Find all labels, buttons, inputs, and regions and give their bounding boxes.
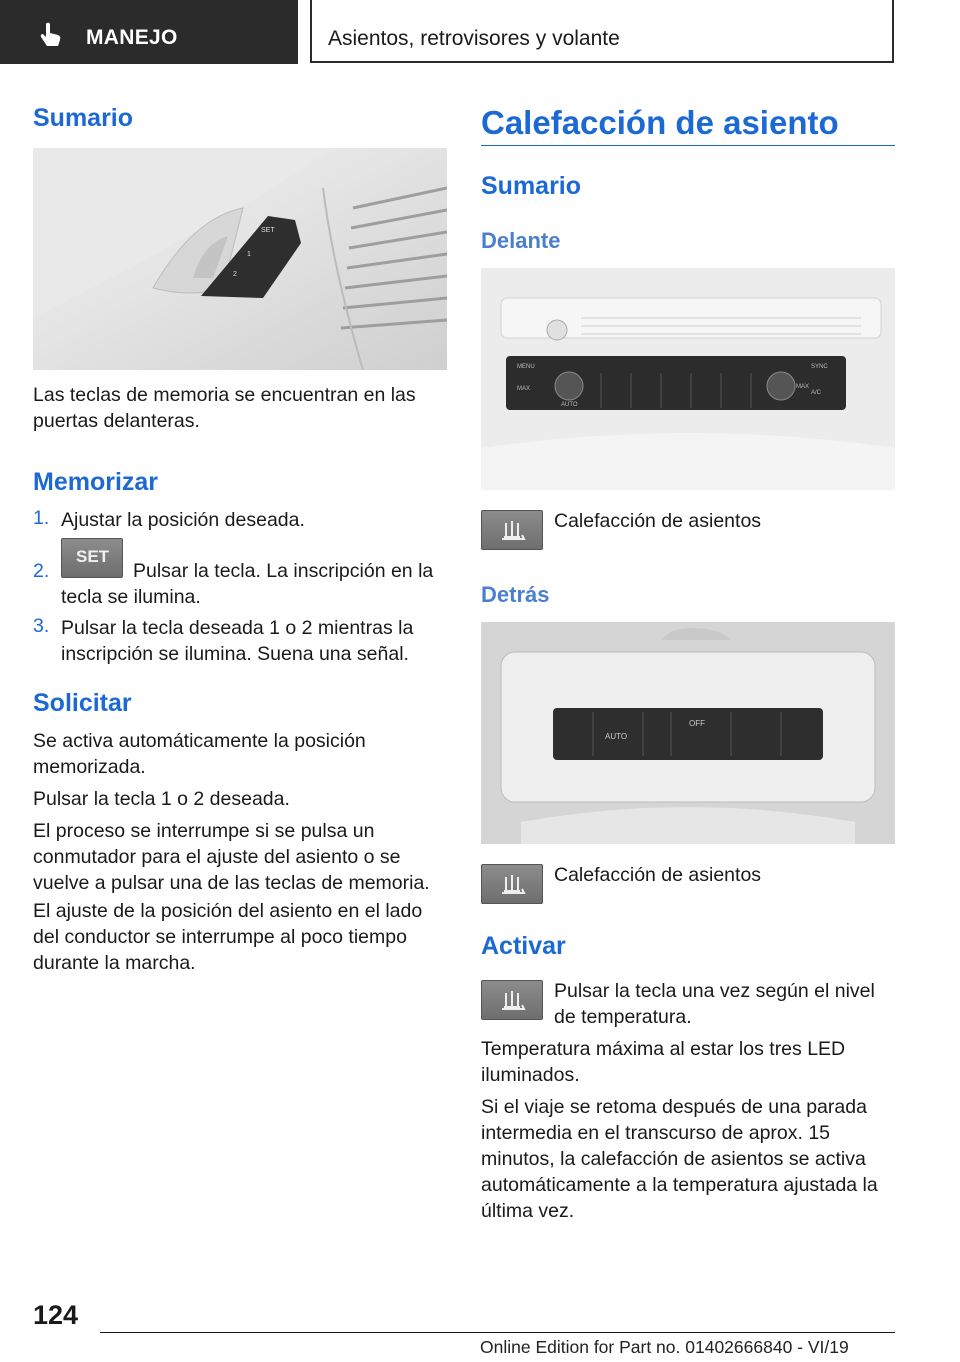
front-label-auto: AUTO — [561, 402, 578, 408]
sumario-heading-left: Sumario — [33, 104, 134, 132]
solicitar-para-4: El ajuste de la posición del asiento en el lado del conductor se interrumpe al poco tiempo durante la marcha. — [33, 900, 423, 974]
rear-caption: Calefacción de asientos — [554, 864, 762, 886]
rear-climate-panel-image — [481, 622, 895, 844]
section-label: MANEJO — [86, 26, 178, 49]
step-3-text: Pulsar la tecla deseada 1 o 2 mientras la inscripción se ilumina. Suena una señal. — [61, 617, 414, 665]
door-one-label: 1 — [247, 251, 251, 258]
solicitar-para-1: Se activa automáticamente la posición memorizada. — [33, 730, 366, 778]
door-set-label: SET — [261, 227, 275, 234]
hand-pointer-icon — [36, 20, 66, 50]
seat-heating-icon-activar — [481, 980, 543, 1020]
sumario-heading-right: Sumario — [481, 172, 582, 200]
front-label-sync: SYNC — [811, 364, 828, 370]
chapter-label: Asientos, retrovisores y volante — [328, 27, 620, 50]
front-label-ac: A/C — [811, 390, 822, 396]
page-number: 124 — [33, 1300, 79, 1330]
seat-heating-title: Calefacción de asiento — [481, 104, 839, 141]
solicitar-heading: Solicitar — [33, 689, 132, 717]
front-label-menu: MENU — [517, 364, 535, 370]
section-tab — [0, 0, 298, 64]
front-panel-drawing — [481, 268, 895, 490]
activar-caption: Pulsar la tecla una vez según el nivel de temperatura. — [554, 980, 875, 1028]
front-label-max2: MAX — [796, 384, 810, 390]
step-2-text: Pulsar la tecla. La inscripción en la tecla se ilumina. — [61, 560, 434, 608]
door-memory-image — [33, 148, 447, 370]
activar-para-1: Temperatura máxima al estar los tres LED iluminados. — [481, 1038, 846, 1086]
memorizar-heading: Memorizar — [33, 468, 159, 496]
seat-heating-icon-rear — [481, 864, 543, 904]
door-two-label: 2 — [233, 271, 237, 278]
solicitar-para-2: Pulsar la tecla 1 o 2 deseada. — [33, 788, 290, 810]
title-rule — [481, 145, 895, 146]
door-panel-drawing — [33, 148, 447, 370]
rear-panel-drawing — [481, 622, 895, 844]
seat-heating-icon-front — [481, 510, 543, 550]
footer-rule — [100, 1332, 895, 1333]
delante-heading: Delante — [481, 228, 561, 253]
activar-heading: Activar — [481, 932, 566, 960]
rear-label-auto: AUTO — [605, 732, 628, 741]
detras-heading: Detrás — [481, 582, 550, 607]
rear-label-off: OFF — [689, 719, 705, 728]
step-3-number: 3. — [33, 615, 50, 637]
set-key-label: SET — [76, 547, 110, 566]
memory-caption: Las teclas de memoria se encuentran en las puertas delanteras. — [33, 384, 416, 432]
edition-text: Online Edition for Part no. 01402666840 - VI/19 — [480, 1337, 849, 1357]
solicitar-para-3: El proceso se interrumpe si se pulsa un conmutador para el ajuste del asiento o se vuelve a pulsar una de las teclas de memoria. — [33, 820, 430, 894]
front-label-max: MAX — [517, 386, 531, 392]
activar-para-2: Si el viaje se retoma después de una parada intermedia en el transcurso de aprox. 15 minutos, la calefacción de asientos se activa automáticamente a la temperatura ajustada la última vez. — [481, 1096, 878, 1222]
front-climate-panel-image — [481, 268, 895, 490]
step-1-number: 1. — [33, 507, 50, 529]
front-caption: Calefacción de asientos — [554, 510, 762, 532]
step-2-number: 2. — [33, 560, 50, 582]
chapter-tab — [310, 0, 894, 63]
step-1-text: Ajustar la posición deseada. — [61, 509, 305, 531]
